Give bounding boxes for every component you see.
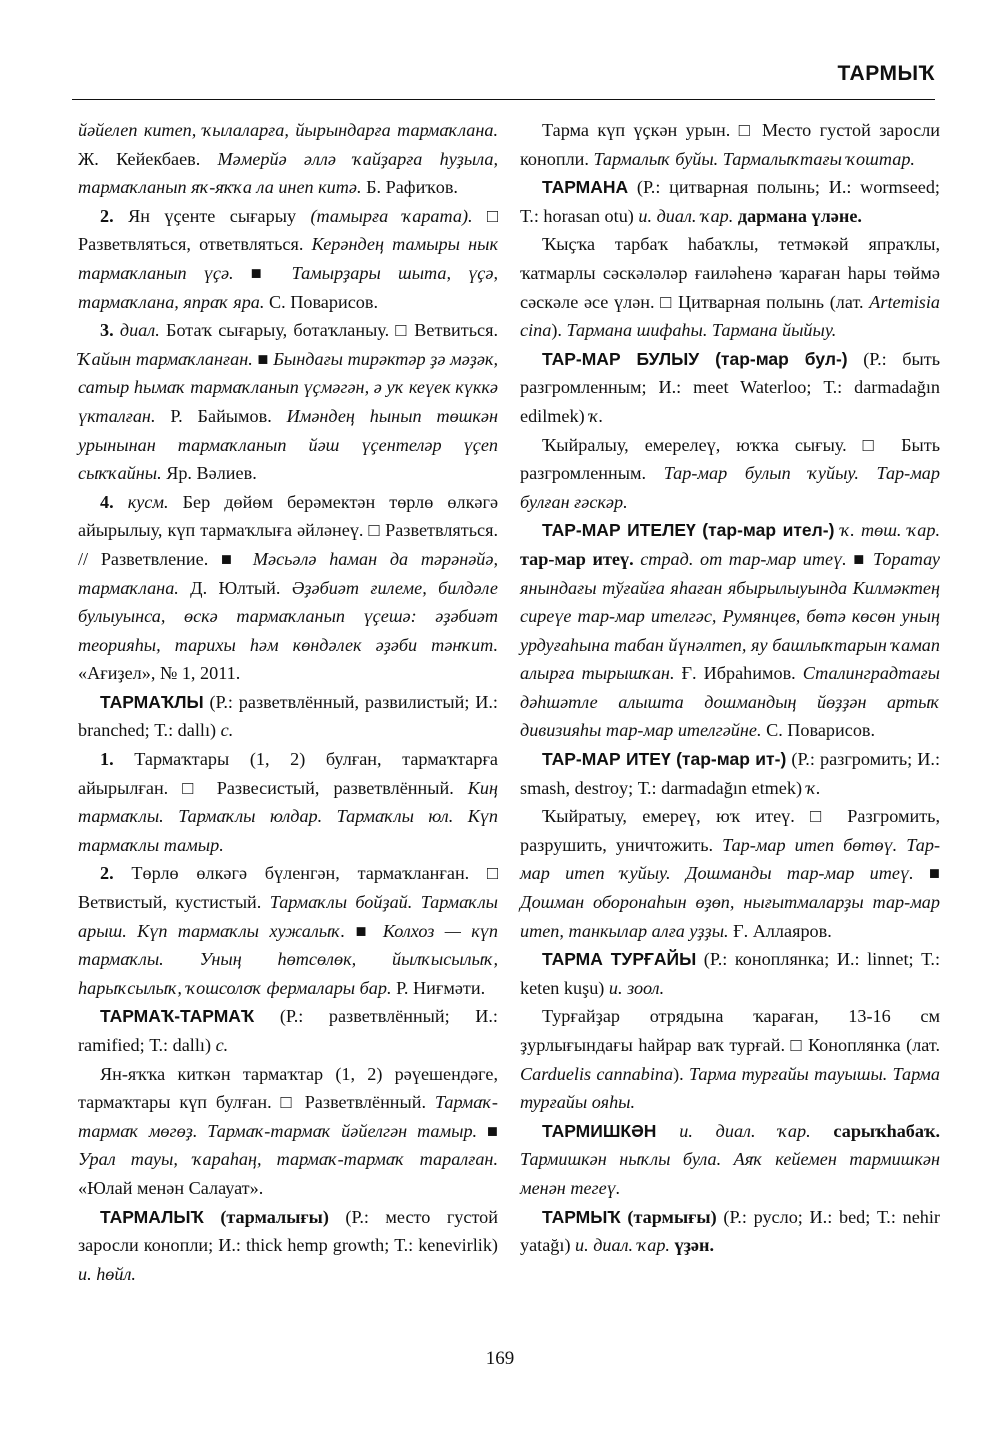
bold-text: (тармығы)	[620, 1206, 717, 1227]
bold-text: 3.	[100, 320, 114, 341]
text-run: Р. Байымов.	[155, 405, 287, 426]
text-run: Ҡыйратыу, емереү, юҡ итеү. □ Разгромить, разрушить, уничтожить.	[520, 806, 940, 855]
text-run: ■	[345, 920, 383, 941]
italic-text: Бындағы тирәктәр ҙә мәҙәк, сатыр һымаҡ тармаҡланып үҫмәгән, ә уҡ кеүек күккә үкталған.	[78, 348, 498, 426]
text-run: (Р.: место густой заросли конопли; И.: thick hemp growth; Т.: kenevirlik)	[78, 1206, 498, 1256]
italic-text: Artemisia cina	[520, 291, 940, 341]
text-run: «Юлай менән Салауат».	[78, 1177, 264, 1198]
entry-headword: ТАРМАҠЛЫ	[100, 691, 204, 712]
text-run: Ғ. Ибраһимов.	[674, 663, 803, 684]
text-run: ■	[252, 348, 274, 369]
text-run: Ғ. Аллаяров.	[728, 920, 832, 941]
dictionary-paragraph	[520, 431, 940, 517]
italic-text: Сталинградтағы дәһшәтле алышта дошмандың йөҙҙән артыҡ дивизияһы тар-мар ителгәйне.	[520, 663, 940, 741]
dictionary-paragraph	[520, 1203, 940, 1260]
text-run: Д. Юлтый.	[178, 577, 292, 598]
text-run: ■	[846, 548, 873, 569]
text-run: Төрлө өлкәгә бүленгән, тармаҡланған. □ Ветвистый, кустистый.	[78, 863, 498, 913]
bold-text: сарыҡһабаҡ.	[810, 1120, 941, 1141]
text-run: ).	[673, 1063, 689, 1084]
header-divider	[72, 99, 935, 100]
entry-headword: ТАРМА ТУРҒАЙЫ	[542, 949, 697, 970]
italic-text: Киң тармаҡлы. Тармаҡлы юлдар. Тармаҡлы юл. Күп тармаҡлы тамыр.	[78, 777, 498, 855]
italic-text: Керәндең тамыры нык тармаҡланып үҫә.	[78, 234, 498, 283]
entry-headword: ТАР-МАР ИТЕҮ (тар-мар ит-)	[542, 749, 787, 770]
left-column	[78, 116, 498, 1288]
dictionary-paragraph	[520, 230, 940, 344]
text-run: Бер дөйөм берәмектән төрлө өлкәгә айырылыу, күп тармаҡлыға әйләнеү. □ Разветвляться. // Разветвление. ■	[78, 491, 499, 569]
italic-text: и. диал. ҡар.	[638, 205, 734, 226]
text-run: (Р.: цитварная полынь; И.: wormseed; Т.: horasan otu)	[520, 177, 940, 226]
text-run: Тарма күп үҫкән урын. □ Место густой заросли конопли.	[520, 120, 940, 169]
text-run: «Ағиҙел», № 1, 2011.	[78, 663, 241, 684]
text-run: Ботаҡ сығарыу, ботаҡланыу. □ Ветвиться.	[159, 320, 498, 341]
text-run: (Р.: русло; И.: bed; Т.: nehir yatağı)	[520, 1206, 940, 1256]
text-run: Ҡыйралыу, емерелеү, юҡҡа сығыу. □ Быть разгромленным.	[520, 434, 940, 484]
bold-text: тар-мар итеү.	[520, 548, 634, 569]
text-run: (Р.: разветвлённый, развилистый; И.: branched; Т.: dallı)	[78, 691, 498, 741]
text-run: (Р.: коноплянка; И.: linnet; Т.: keten kuşu)	[520, 949, 940, 998]
entry-headword: ТАРМАЛЫҠ	[100, 1206, 204, 1227]
italic-text: ҡ. төш. ҡар.	[840, 520, 940, 541]
italic-text: с.	[215, 1035, 229, 1055]
text-run: ■	[477, 1120, 498, 1141]
dictionary-paragraph	[78, 488, 498, 688]
italic-text: Тамырҙары шыта, үҫә, тармаҡлана, япраҡ яра.	[78, 262, 498, 312]
italic-text: Тармана шифаһы. Тармана йыйыу.	[566, 320, 837, 341]
italic-text: Тармишкән ныҡлы була. Аяҡ кейемен тармишкән менән тегеү.	[520, 1149, 940, 1198]
dictionary-paragraph	[78, 1060, 498, 1203]
page-header-title: ТАРМЫҠ	[837, 62, 935, 85]
italic-text: Мәсьәлә һаман да тәрәнәйә, тармаҡлана.	[78, 548, 499, 598]
text-run: (Р.: разветвлённый; И.: ramified; Т.: dallı)	[78, 1006, 498, 1055]
text-run: ).	[551, 320, 567, 341]
dictionary-paragraph	[78, 1203, 498, 1289]
dictionary-paragraph	[520, 345, 940, 431]
italic-text: Дошман оборонаһын өҙөп, нығытмаларҙы тар-мар итеп, танкылар алға уҙҙы.	[520, 892, 940, 941]
bold-text: 2.	[100, 863, 114, 884]
text-run: Р. Ниғмәти.	[391, 977, 486, 998]
dictionary-paragraph	[520, 1117, 940, 1203]
dictionary-paragraph	[78, 859, 498, 1002]
italic-text: Әҙәбиәт ғилеме, билдәле булыуынса, өскә тармаҡланып үҫешә: әҙәбиәт теорияһы, тарихы һәм көндәлек әҙәби тәнҡит.	[78, 577, 498, 655]
text-run: Ян үҫенте сығарыу	[113, 205, 311, 226]
dictionary-paragraph	[520, 516, 940, 745]
right-column	[520, 116, 940, 1260]
text-run	[656, 1121, 679, 1141]
text-run: (Р.: разгромить; И.: smash, destroy; Т.: darmadağın etmek)	[520, 749, 940, 798]
italic-text: Колхоз — күп тармаҡлы. Уның һөтсөлөк, йылҡысылыҡ, һарыҡсылыҡ, ҡошсолоҡ фермалары бар.	[78, 920, 498, 998]
dictionary-paragraph	[78, 316, 498, 488]
text-run: Ж. Кейекбаев.	[78, 148, 218, 169]
dictionary-paragraph	[78, 745, 498, 859]
italic-text: кусм.	[127, 491, 169, 512]
text-run: С. Поварисов.	[264, 291, 379, 312]
italic-text: Тар-мар итеп бөтөү. Тар-мар итеп ҡуйыу. Дошманды тар-мар итеү.	[520, 834, 940, 884]
italic-text: Тармаҡлы бойҙай. Тармаҡлы арыш. Күп тармаҡлы хужалыҡ.	[78, 892, 498, 941]
entry-headword: ТАР-МАР БУЛЫУ (тар-мар бул-)	[542, 348, 848, 369]
italic-text: йәйелеп китеп, ҡылаларға, йырындарға тармаҡлана.	[78, 120, 498, 140]
text-run: ■	[913, 863, 940, 884]
text-run: Ҡыҫҡа тарбаҡ һабаҡлы, тетмәкәй япраҡлы, ҡатмарлы сәскәләләр ғаиләһенә ҡараған һары төймә сәскәле әсе үлән. □ Цитварная полынь (лат.	[520, 234, 940, 312]
dictionary-paragraph	[520, 116, 940, 173]
bold-text: 2.	[100, 205, 114, 226]
dictionary-paragraph	[520, 802, 940, 945]
italic-text: Торатау янындағы тўғайға яһаған ябырылыуында Килмәктең сиреүе тар-мар ителгәс, Румянцев, бөтә көсөн уның урдуғаһына табан йүнәлтеп, яу башлыҡтарын ҡамап алырға тырышҡан.	[520, 548, 940, 684]
entry-headword: ТАРМАҠ-ТАРМАҠ	[100, 1006, 255, 1027]
dictionary-paragraph	[78, 688, 498, 745]
entry-headword: ТАРМАНА	[542, 177, 629, 198]
page-number: 169	[485, 1348, 515, 1369]
italic-text: ҡ.	[806, 777, 821, 798]
entry-headword: ТАРМЫҠ	[542, 1206, 621, 1227]
italic-text: с.	[220, 720, 234, 741]
text-run: С. Поварисов.	[761, 720, 876, 741]
bold-text: дармана үләне.	[733, 205, 862, 226]
italic-text: страд. от тар-мар итеү.	[640, 548, 847, 569]
italic-text: и. диал. ҡар.	[575, 1235, 670, 1256]
text-run: ■	[233, 262, 292, 283]
bold-text: 4.	[100, 491, 114, 512]
dictionary-paragraph	[520, 1002, 940, 1116]
italic-text: Тарма турғайы тауышы. Тарма турғайы ояһы.	[520, 1063, 940, 1113]
italic-text: Мәмерйә әллә ҡайҙарға һуҙыла, тармаҡланып яҡ-яҡҡа ла инеп китә.	[78, 148, 498, 198]
text-run: (Р.: быть разгромленным; И.: meet Waterloo; Т.: darmadağın edilmek)	[520, 348, 941, 426]
italic-text: и. зоол.	[608, 977, 665, 998]
text-run	[114, 492, 128, 512]
text-run: Б. Рафиҡов.	[361, 177, 458, 198]
bold-text: 1.	[100, 749, 114, 770]
italic-text: Carduelis cannabina	[520, 1063, 674, 1084]
text-run: Тармаҡтары (1, 2) булған, тармаҡтарға айырылған. □ Развесистый, разветвлённый.	[78, 749, 498, 798]
dictionary-paragraph	[520, 945, 940, 1002]
italic-text: Тар-мар булып ҡуйыу. Тар-мар булған ғәскәр.	[520, 463, 940, 512]
text-run: Ян-яҡҡа киткән тармаҡтар (1, 2) рәүешендәге, тармаҡтары күп булған. □ Разветвлённый.	[78, 1063, 498, 1113]
text-run: □ Разветвляться, ответвляться.	[78, 205, 498, 255]
dictionary-paragraph	[520, 173, 940, 230]
text-run: Яр. Вәлиев.	[161, 463, 257, 484]
italic-text: Тармаҡ-тармаҡ мөгөҙ. Тармаҡ-тармаҡ йәйелгән тамыр.	[78, 1092, 498, 1141]
dictionary-paragraph	[78, 202, 498, 316]
italic-text: Тармалыҡ буйы. Тармалыҡтағы ҡоштар.	[593, 148, 915, 169]
entry-headword: ТАР-МАР ИТЕЛЕҮ (тар-мар ител-)	[542, 520, 835, 541]
italic-text: Имәндең һынып төшкән урынынан тармаҡланып йәш үҫентеләр үҫеп сыҡҡайны.	[78, 405, 499, 484]
italic-text: диал.	[119, 320, 160, 341]
italic-text: (тамырға ҡарата).	[310, 205, 473, 226]
italic-text: Урал тауы, ҡараһаң, тармаҡ-тармаҡ таралған.	[78, 1149, 498, 1170]
bold-text: үҙән.	[669, 1235, 715, 1256]
dictionary-paragraph	[78, 1002, 498, 1059]
bold-text: (тармалығы)	[203, 1206, 329, 1227]
text-run: Турғайҙар отрядына ҡараған, 13-16 см ҙурлығындағы һайрар ваҡ турғай. □ Коноплянка (лат.	[520, 1006, 940, 1055]
italic-text: ҡ.	[589, 405, 604, 426]
italic-text: и. диал. ҡар.	[679, 1120, 811, 1141]
italic-text: и. һөйл.	[78, 1263, 136, 1284]
dictionary-paragraph	[78, 116, 498, 202]
entry-headword: ТАРМИШКӘН	[542, 1120, 657, 1141]
italic-text: Ҡайын тармаҡланған.	[78, 348, 253, 369]
dictionary-paragraph	[520, 745, 940, 802]
